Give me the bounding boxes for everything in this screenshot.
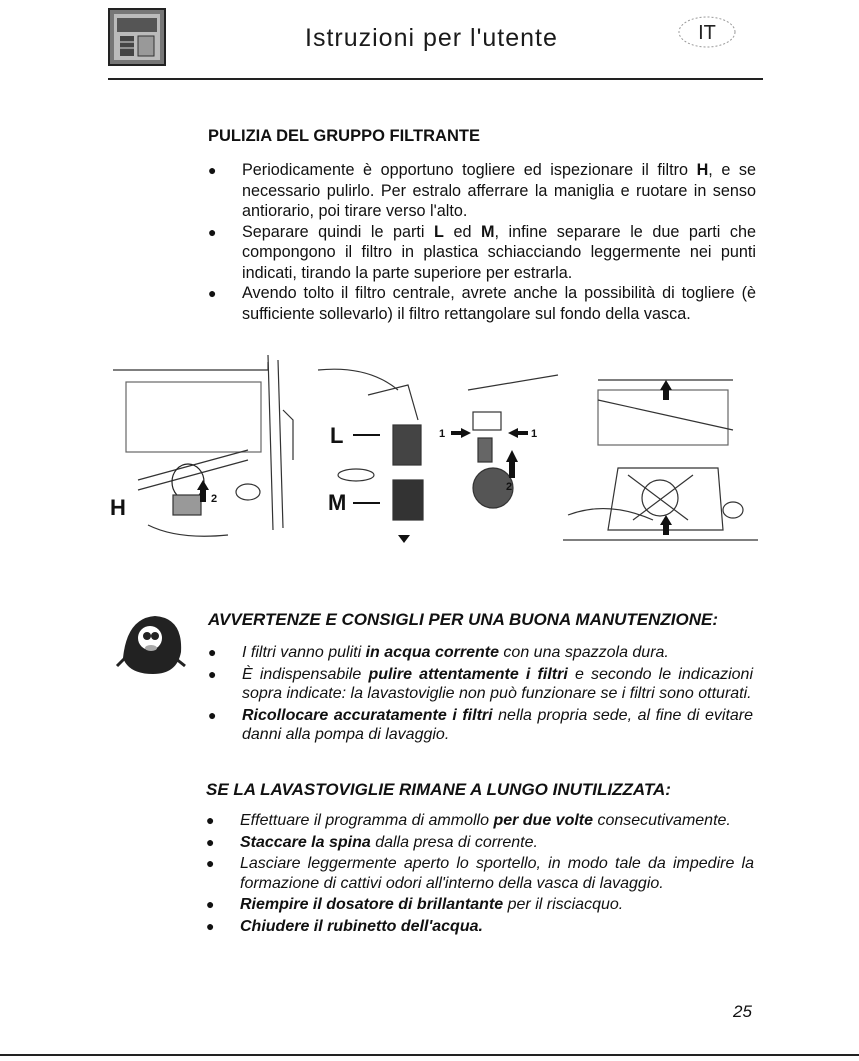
list-item: ● Staccare la spina dalla presa di corrente. — [206, 833, 538, 851]
list-item: ● Periodicamente è opportuno togliere ed ispezionare il filtro H, e se necessario pulirlo. Per estralo afferrare la maniglia e ruotare in senso antiorario, poi tirare verso l'alto. — [208, 161, 756, 220]
language-label: IT — [698, 22, 716, 44]
dishwasher-icon — [108, 8, 166, 66]
figure-label-1b: 1 — [531, 428, 538, 440]
figure-label-h: H — [110, 495, 126, 520]
bullet-icon: ● — [206, 855, 215, 871]
section-title-filter-cleaning: PULIZIA DEL GRUPPO FILTRANTE — [208, 127, 480, 145]
warning-mascot-icon — [115, 608, 190, 680]
footer-divider — [0, 1054, 859, 1056]
bullet-icon: ● — [208, 223, 217, 240]
section-title-maintenance-warnings: AVVERTENZE E CONSIGLI PER UNA BUONA MANUTENZIONE: — [208, 610, 719, 629]
bullet-icon: ● — [208, 162, 217, 178]
figure-label-2b: 2 — [211, 493, 218, 505]
page-number: 25 — [733, 1002, 752, 1021]
arrow-right-icon — [461, 428, 471, 438]
list-item: ● Riempire il dosatore di brillantante per il risciacquo. — [206, 896, 624, 913]
arrow-up-icon — [197, 480, 209, 490]
bullet-icon: ● — [208, 285, 217, 301]
figure-label-l: L — [330, 423, 344, 448]
header-title: Istruzioni per l'utente — [305, 24, 558, 52]
arrow-up-icon — [660, 380, 672, 390]
list-item: ● Lasciare leggermente aperto lo sportello, in modo tale da impedire la formazione di cattivi odori all'interno della vasca di lavaggio. — [206, 855, 754, 892]
figure-filter-lm — [318, 369, 558, 520]
figure-label-2a: 2 — [506, 481, 513, 493]
list-item: ● Chiudere il rubinetto dell'acqua. — [206, 917, 483, 935]
list-item: ● I filtri vanno puliti in acqua corrente con una spazzola dura. — [208, 644, 669, 661]
bullet-icon: ● — [206, 896, 215, 912]
filter-cleaning-list — [208, 160, 756, 324]
bullet-icon: ● — [206, 812, 215, 828]
list-item: ● Effettuare il programma di ammollo per due volte consecutivamente. — [206, 812, 731, 829]
bullet-icon: ● — [206, 917, 215, 934]
list-item: ● Avendo tolto il filtro centrale, avrete anche la possibilità di togliere (è sufficiente sollevarlo) il filtro rettangolare sul fondo della vasca. — [208, 284, 756, 323]
section-title-long-inactivity: SE LA LAVASTOVIGLIE RIMANE A LUNGO INUTILIZZATA: — [206, 780, 671, 799]
figure-label-1a: 1 — [439, 428, 446, 440]
arrow-up-icon — [506, 450, 518, 462]
long-inactivity-list — [206, 811, 754, 938]
arrow-down-icon — [398, 535, 410, 543]
bullet-icon: ● — [208, 644, 217, 660]
figure-filter-rectangular — [563, 380, 758, 540]
arrow-left-icon — [508, 428, 518, 438]
list-item: ● Separare quindi le parti L ed M, infine separare le due parti che compongono il filtro in plastica schiacciando leggermente nei punti indicati, tirando la parte superiore per estrarla. — [208, 222, 756, 282]
figure-label-m: M — [328, 490, 347, 515]
bullet-icon: ● — [206, 833, 215, 850]
maintenance-warnings-list — [208, 643, 753, 747]
list-item: ● Ricollocare accuratamente i filtri nella propria sede, al fine di evitare danni alla pompa di lavaggio. — [208, 707, 754, 743]
header-divider — [108, 78, 763, 80]
language-badge — [677, 14, 737, 50]
list-item: ● È indispensabile pulire attentamente i filtri e secondo le indicazioni sopra indicate: la lavastoviglie non può funzionare se i filtri sono otturati. — [208, 666, 754, 702]
filter-illustrations — [108, 350, 758, 555]
bullet-icon: ● — [208, 707, 217, 723]
bullet-icon: ● — [208, 666, 217, 682]
figure-filter-h — [113, 355, 293, 536]
